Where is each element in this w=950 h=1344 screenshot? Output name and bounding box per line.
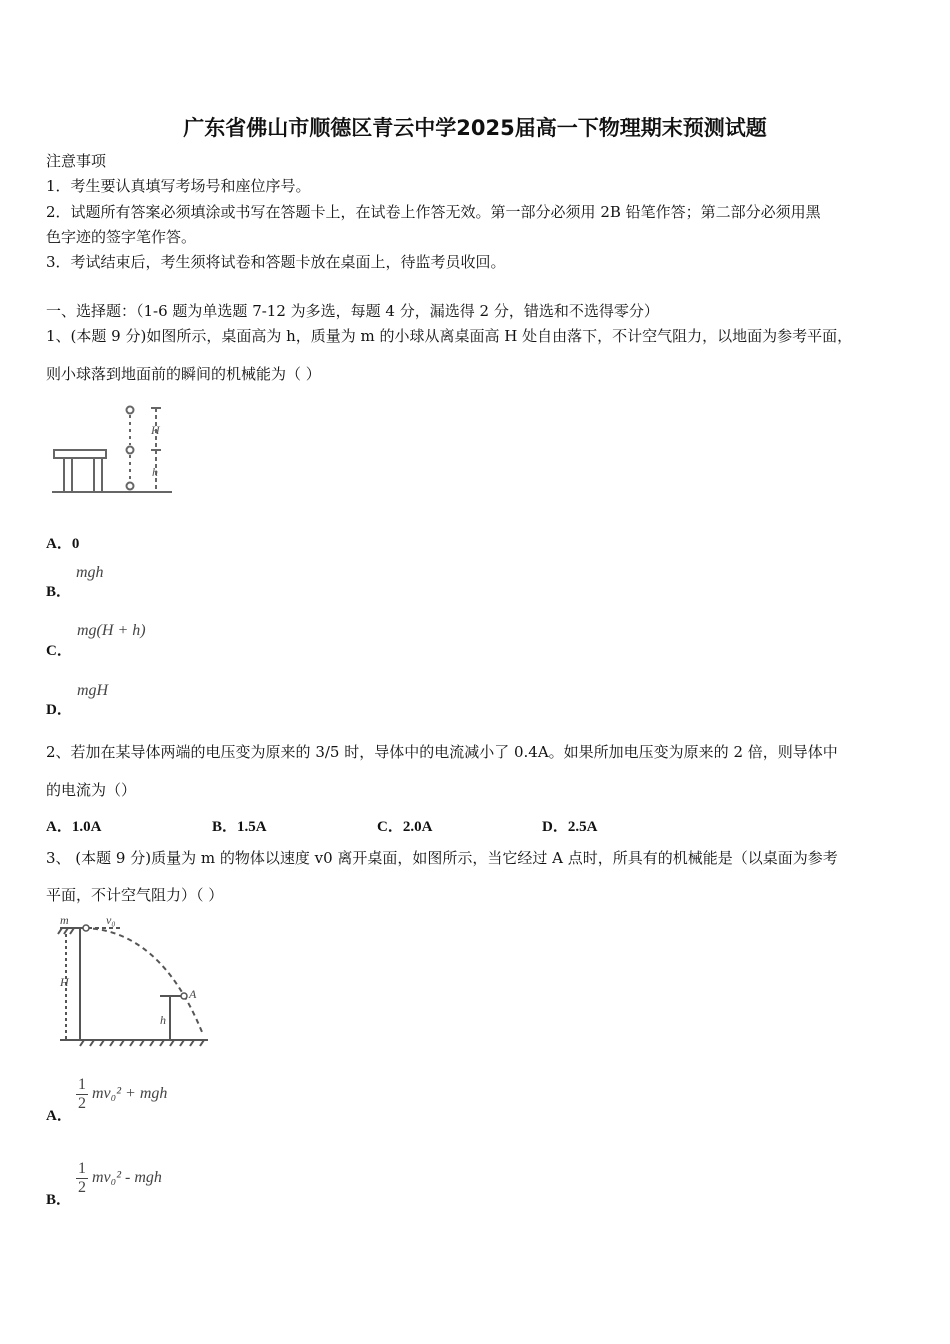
notice-heading: 注意事项 (46, 152, 107, 170)
q3-option-b-frac-num: 1 (78, 1160, 86, 1177)
q3-option-b-label: B． (46, 1192, 72, 1208)
q3-option-a-frac-num: 1 (78, 1076, 86, 1093)
q3-stem-line1: 3、 (本题 9 分)质量为 m 的物体以速度 v0 离开桌面，如图所示，当它经过 A 点时，所具有的机械能是（以桌面为参考 (46, 849, 838, 867)
q1-option-b-label: B． (46, 584, 72, 600)
q3-stem-line2: 平面，不计空气阻力）（ ） (46, 886, 224, 904)
q3-figure-label-m: m (60, 914, 69, 927)
q2-option-b (212, 815, 267, 836)
q1-stem-line1: 1、(本题 9 分)如图所示，桌面高为 h，质量为 m 的小球从离桌面高 H 处自由落下，不计空气阻力，以地面为参考平面， (46, 327, 853, 345)
q2-option-a-value: 1.0A (71, 819, 102, 835)
q1-option-c-value: mg(H + h) (77, 622, 146, 639)
q3-figure-label-h: h (160, 1013, 166, 1027)
q3-figure-label-H: H (60, 975, 69, 989)
q1-figure (50, 402, 175, 498)
q2-option-d-label: D． (542, 819, 568, 835)
q3-figure-label-v0: v₀ (106, 914, 116, 927)
q1-option-d-value: mgH (77, 682, 109, 699)
notice-item-2-cont: 色字迹的签字笔作答。 (46, 228, 197, 246)
notice-item-3: 3．考试结束后，考生须将试卷和答题卡放在桌面上，待监考员收回。 (46, 253, 506, 271)
q2-stem-line1: 2、若加在某导体两端的电压变为原来的 3/5 时，导体中的电流减小了 0.4A。如果所加电压变为原来的 2 倍，则导体中 (46, 743, 838, 761)
page-title: 广东省佛山市顺德区青云中学2025届高一下物理期末预测试题 (183, 116, 767, 140)
q1-option-a (46, 532, 79, 553)
q2-option-d-value: 2.5A (567, 819, 598, 835)
q3-figure-label-A: A (189, 987, 197, 1001)
section-heading: 一、选择题：（1-6 题为单选题 7-12 为多选，每题 4 分，漏选得 2 分，错选和不选得零分） (46, 302, 659, 320)
q3-option-a-label: A． (46, 1108, 72, 1124)
q3-figure (50, 914, 212, 1050)
q1-option-c-label: C． (46, 643, 72, 659)
q2-option-c (377, 815, 432, 836)
q2-option-b-value: 1.5A (237, 819, 267, 835)
q1-option-b-value: mgh (76, 564, 104, 581)
q1-figure-label-h: h (152, 465, 158, 479)
q3-option-b-frac-den: 2 (78, 1179, 86, 1196)
q1-option-d-label: D． (46, 702, 72, 718)
q2-option-a (46, 815, 101, 836)
q2-option-b-label: B． (212, 819, 238, 835)
q3-option-a-expr: mv₀² + mgh (92, 1085, 168, 1103)
q1-option-a-label: A． (46, 536, 72, 552)
q2-option-d (542, 815, 597, 836)
q1-stem-line2: 则小球落到地面前的瞬间的机械能为（ ） (46, 365, 321, 383)
q1-option-a-value: 0 (71, 536, 80, 552)
q3-option-b-value (76, 1160, 162, 1197)
q2-option-c-label: C． (377, 819, 403, 835)
q2-option-c-value: 2.0A (402, 819, 433, 835)
notice-item-1: 1．考生要认真填写考场号和座位序号。 (46, 177, 311, 195)
notice-item-2: 2．试题所有答案必须填涂或书写在答题卡上，在试卷上作答无效。第一部分必须用 2B 铅笔作答；第二部分必须用黑 (46, 203, 821, 221)
q1-figure-label-H: H (151, 423, 160, 437)
q3-option-a-frac-den: 2 (78, 1095, 86, 1112)
q2-stem-line2: 的电流为（） (46, 781, 137, 799)
q2-option-a-label: A． (46, 819, 72, 835)
q3-option-a-value (76, 1076, 167, 1113)
q3-option-b-expr: mv₀² - mgh (92, 1169, 162, 1187)
